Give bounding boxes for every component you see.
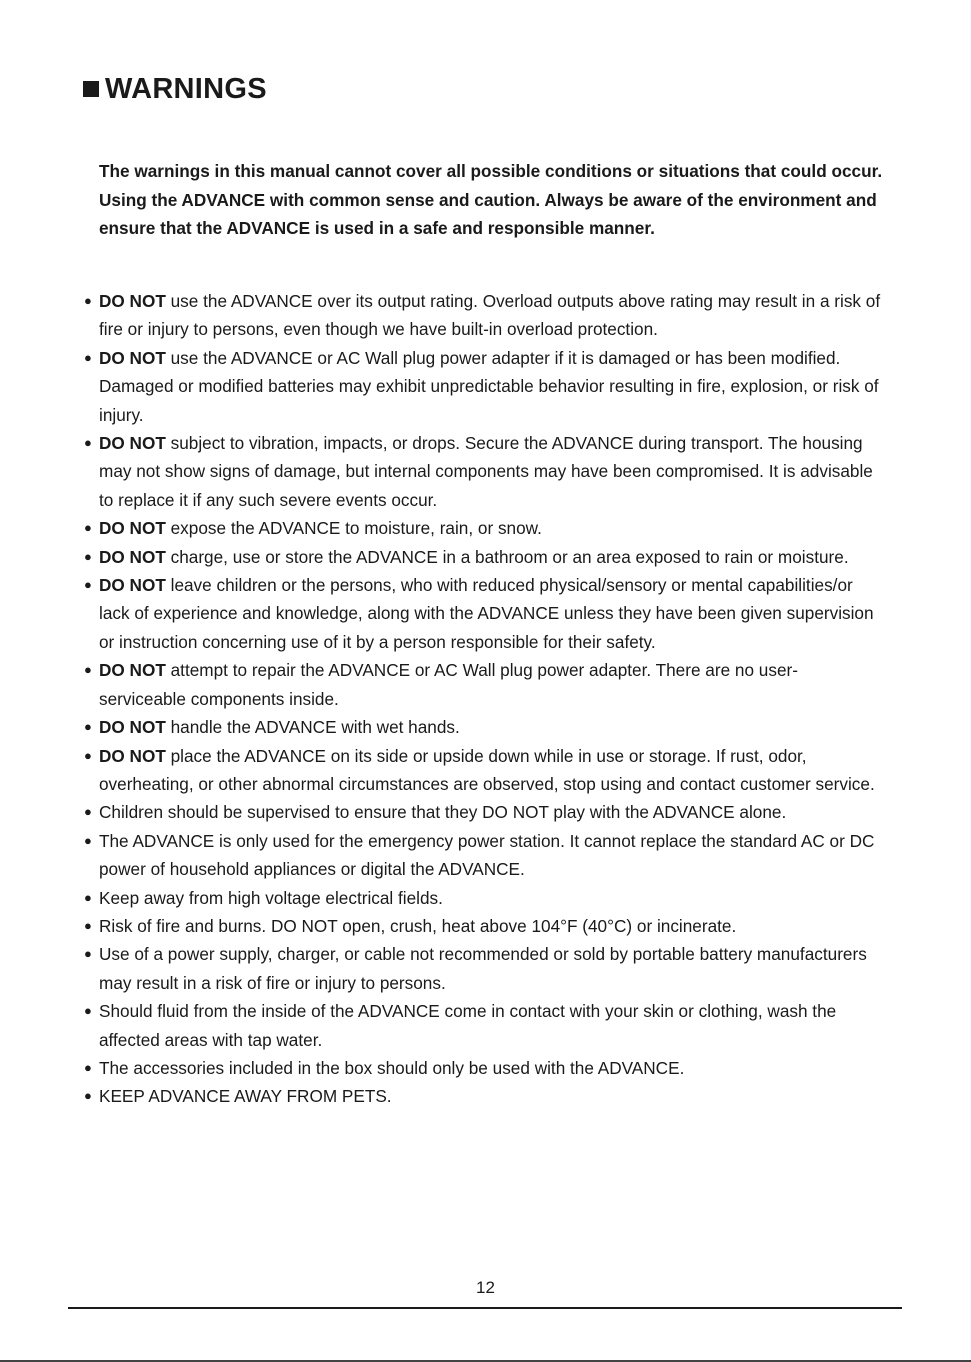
warning-item bbox=[84, 713, 884, 741]
warning-emphasis: DO NOT bbox=[99, 546, 166, 567]
footer-divider bbox=[68, 1307, 902, 1309]
warning-item bbox=[84, 571, 884, 656]
intro-paragraph bbox=[99, 157, 889, 243]
filled-square-icon bbox=[83, 81, 99, 97]
bullet-icon: ● bbox=[84, 1088, 92, 1104]
warning-item bbox=[84, 429, 884, 514]
bullet-icon: ● bbox=[84, 889, 92, 905]
warning-item bbox=[84, 543, 884, 571]
warning-item bbox=[84, 997, 884, 1054]
warning-item bbox=[84, 912, 884, 940]
warning-item bbox=[84, 742, 884, 799]
warning-text: The ADVANCE is only used for the emergency power station. It cannot replace the standard AC or DC power of household appliances or digital the ADVANCE. bbox=[99, 830, 875, 880]
warning-text: place the ADVANCE on its side or upside down while in use or storage. If rust, odor, overheating, or other abnormal circumstances are observed, stop using and contact customer service. bbox=[99, 745, 875, 794]
warning-emphasis: DO NOT bbox=[99, 291, 166, 311]
warning-text: Use of a power supply, charger, or cable not recommended or sold by portable battery manufacturers may result in a risk of fire or injury to persons. bbox=[99, 944, 867, 993]
warning-text: expose the ADVANCE to moisture, rain, or snow. bbox=[165, 518, 542, 539]
heading-title: WARNINGS bbox=[105, 73, 267, 105]
warning-text: KEEP ADVANCE AWAY FROM PETS. bbox=[99, 1086, 392, 1107]
warning-item bbox=[84, 940, 884, 997]
warning-text: Should fluid from the inside of the ADVANCE come in contact with your skin or clothing, wash the affected areas with tap water. bbox=[99, 1001, 837, 1050]
bullet-icon: ● bbox=[84, 747, 92, 763]
warning-emphasis: DO NOT bbox=[99, 433, 166, 454]
warning-item bbox=[84, 884, 884, 912]
warning-emphasis: DO NOT bbox=[99, 518, 166, 539]
warning-text: Keep away from high voltage electrical fields. bbox=[99, 887, 443, 908]
warning-emphasis: DO NOT bbox=[99, 347, 166, 368]
warning-text: charge, use or store the ADVANCE in a bathroom or an area exposed to rain or moisture. bbox=[165, 546, 849, 567]
bullet-icon: ● bbox=[84, 832, 92, 848]
intro-line-2: Using the ADVANCE with common sense and caution. Always be aware of the environment and ensure that the ADVANCE is used in a safe and responsible manner. bbox=[99, 189, 877, 239]
warning-text: handle the ADVANCE with wet hands. bbox=[165, 717, 460, 738]
warning-text: leave children or the persons, who with reduced physical/sensory or mental capabilities/or lack of experience and knowledge, along with the ADVANCE unless they have been given supervision or instruction concerning use of it by a person responsible for their safety. bbox=[99, 575, 874, 652]
warning-item bbox=[84, 514, 884, 542]
bullet-icon: ● bbox=[84, 435, 92, 451]
warning-text: Risk of fire and burns. DO NOT open, crush, heat above 104°F (40°C) or incinerate. bbox=[99, 915, 737, 936]
bullet-icon: ● bbox=[84, 719, 92, 735]
warning-item bbox=[84, 1082, 884, 1110]
warning-item bbox=[84, 344, 884, 429]
warning-text: The accessories included in the box should only be used with the ADVANCE. bbox=[99, 1057, 685, 1078]
warning-text: use the ADVANCE or AC Wall plug power adapter if it is damaged or has been modified. Damaged or modified batteries may exhibit unpredictable behavior resulting in fire, explosion, or risk of injury. bbox=[99, 347, 879, 425]
warning-text: use the ADVANCE over its output rating. Overload outputs above rating may result in a risk of fire or injury to persons, even though we have built-in overload protection. bbox=[99, 291, 881, 340]
bullet-icon: ● bbox=[84, 662, 92, 678]
bullet-icon: ● bbox=[84, 349, 92, 365]
bullet-icon: ● bbox=[84, 917, 92, 933]
page-number: 12 bbox=[476, 1278, 495, 1297]
warning-item bbox=[84, 827, 884, 884]
bullet-icon: ● bbox=[84, 293, 92, 308]
warning-text: Children should be supervised to ensure that they DO NOT play with the ADVANCE alone. bbox=[99, 802, 787, 823]
warning-item bbox=[84, 287, 884, 344]
bullet-icon: ● bbox=[84, 1003, 92, 1019]
warnings-list bbox=[84, 287, 884, 1111]
bullet-icon: ● bbox=[84, 1059, 92, 1075]
warning-text: attempt to repair the ADVANCE or AC Wall plug power adapter. There are no user-serviceable components inside. bbox=[99, 660, 798, 709]
warning-emphasis: DO NOT bbox=[99, 717, 166, 738]
warning-emphasis: DO NOT bbox=[99, 745, 166, 766]
bullet-icon: ● bbox=[84, 946, 92, 962]
warning-emphasis: DO NOT bbox=[99, 575, 166, 596]
bullet-icon: ● bbox=[84, 548, 92, 564]
warning-text: subject to vibration, impacts, or drops. Secure the ADVANCE during transport. The housing may not show signs of damage, but internal components may have been compromised. It is advisable to replace it if any such severe events occur. bbox=[99, 433, 873, 510]
warning-item bbox=[84, 1054, 884, 1082]
warning-item bbox=[84, 798, 884, 826]
intro-line-1: The warnings in this manual cannot cover all possible conditions or situations that could occur. bbox=[99, 161, 883, 181]
page-heading bbox=[83, 70, 267, 108]
bullet-icon: ● bbox=[84, 520, 92, 536]
bullet-icon: ● bbox=[84, 577, 92, 593]
bullet-icon: ● bbox=[84, 804, 92, 820]
warning-emphasis: DO NOT bbox=[99, 660, 166, 681]
warning-item bbox=[84, 656, 884, 713]
